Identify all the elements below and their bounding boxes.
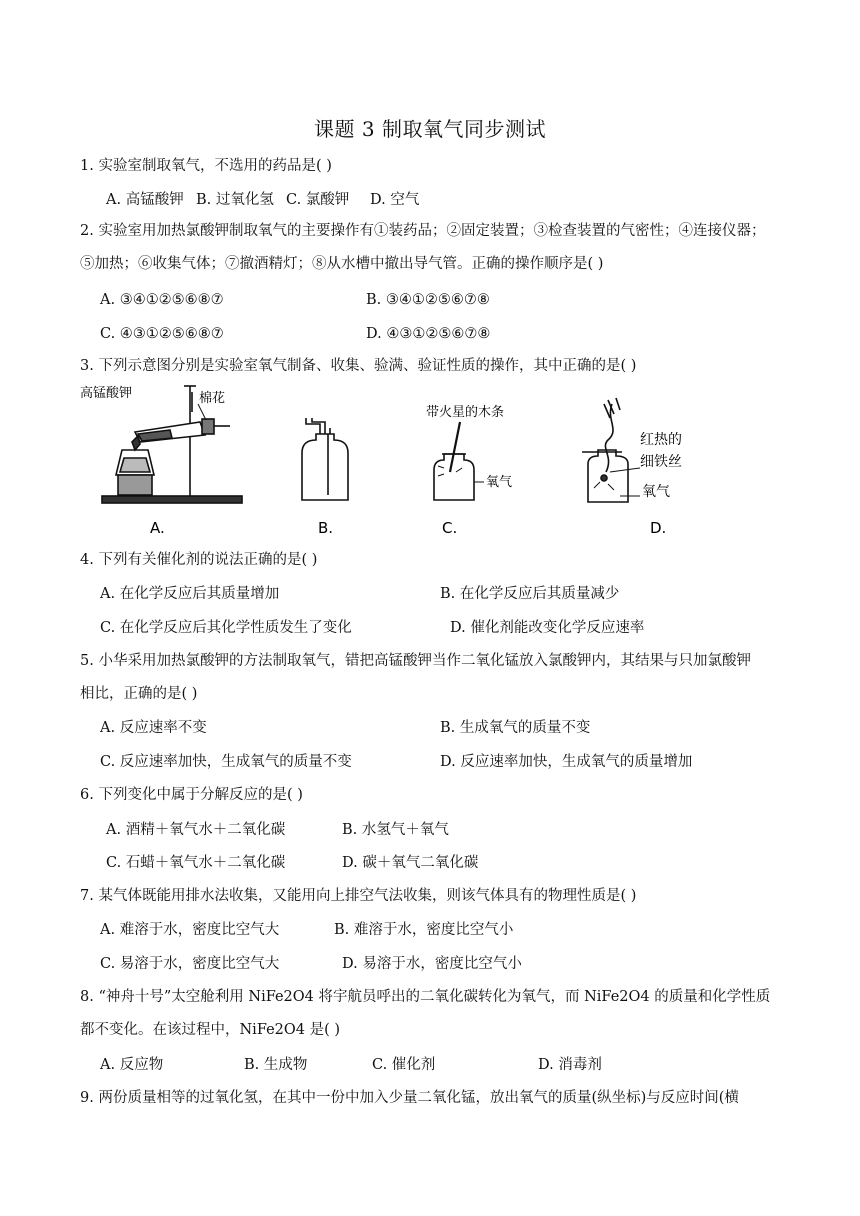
question-5-stem-line1: 5. 小华采用加热氯酸钾的方法制取氧气，错把高锰酸钾当作二氧化锰放入氯酸钾内，其结果与只加氯酸钾 bbox=[80, 653, 751, 669]
q6-option-b: B. 水氢气＋氧气 bbox=[342, 822, 449, 838]
q4-option-a: A. 在化学反应后其质量增加 bbox=[100, 586, 280, 602]
q8-option-a: A. 反应物 bbox=[100, 1057, 164, 1073]
q8-option-b: B. 生成物 bbox=[244, 1057, 308, 1073]
q1-option-b: B. 过氧化氢 bbox=[196, 192, 274, 208]
q3-caption-d: D. bbox=[650, 519, 667, 537]
question-3-stem: 3. 下列示意图分别是实验室氧气制备、收集、验满、验证性质的操作，其中正确的是( ) bbox=[80, 358, 637, 374]
q7-option-b: B. 难溶于水，密度比空气小 bbox=[334, 922, 514, 938]
q4-option-c: C. 在化学反应后其化学性质发生了变化 bbox=[100, 620, 352, 636]
question-8-stem-line2: 都不变化。在该过程中，NiFe2O4 是( ) bbox=[80, 1022, 341, 1038]
q6-option-d: D. 碳＋氧气二氧化碳 bbox=[342, 855, 479, 871]
q3-figure bbox=[80, 380, 700, 540]
q3-apparatus-illustration bbox=[80, 380, 700, 540]
apparatus-b bbox=[302, 418, 348, 500]
q1-option-c: C. 氯酸钾 bbox=[286, 192, 350, 208]
q5-option-b: B. 生成氧气的质量不变 bbox=[440, 720, 591, 736]
question-9-stem: 9. 两份质量相等的过氧化氢，在其中一份中加入少量二氧化锰，放出氧气的质量(纵坐标)与反应时间(横 bbox=[80, 1090, 739, 1106]
q3-caption-c: C. bbox=[442, 519, 458, 537]
q4-option-d: D. 催化剂能改变化学反应速率 bbox=[450, 620, 645, 636]
q5-option-c: C. 反应速率加快，生成氧气的质量不变 bbox=[100, 754, 352, 770]
q8-option-c: C. 催化剂 bbox=[372, 1057, 436, 1073]
q6-option-c: C. 石蜡＋氧气水＋二氧化碳 bbox=[106, 855, 286, 871]
q2-option-c: C. ④③①②⑤⑥⑧⑦ bbox=[100, 326, 224, 342]
q2-option-b: B. ③④①②⑤⑥⑦⑧ bbox=[366, 292, 490, 308]
q7-option-c: C. 易溶于水，密度比空气大 bbox=[100, 956, 280, 972]
q8-option-d: D. 消毒剂 bbox=[538, 1057, 602, 1073]
q3-label-red-hot: 红热的 bbox=[640, 432, 682, 448]
q3-label-glowing-splint: 带火星的木条 bbox=[426, 405, 505, 420]
q3-caption-a: A. bbox=[150, 519, 165, 537]
q7-option-d: D. 易溶于水，密度比空气小 bbox=[342, 956, 522, 972]
question-1-stem: 1. 实验室制取氧气，不选用的药品是( ) bbox=[80, 158, 332, 174]
q3-label-iron-wire: 细铁丝 bbox=[640, 454, 682, 470]
q5-option-d: D. 反应速率加快，生成氧气的质量增加 bbox=[440, 754, 693, 770]
q3-label-cotton: 棉花 bbox=[199, 391, 226, 406]
question-8-stem-line1: 8. “神舟十号”太空舱利用 NiFe2O4 将宇航员呼出的二氧化碳转化为氧气，而 NiFe2O4 的质量和化学性质 bbox=[80, 989, 771, 1005]
apparatus-c bbox=[434, 422, 484, 500]
q3-label-potassium-permanganate: 高锰酸钾 bbox=[80, 386, 133, 401]
question-2-stem-line1: 2. 实验室用加热氯酸钾制取氧气的主要操作有①装药品；②固定装置；③检查装置的气密性；④连接仪器； bbox=[80, 223, 766, 239]
q1-option-d: D. 空气 bbox=[370, 192, 420, 208]
q3-label-oxygen-c: 氧气 bbox=[486, 475, 513, 490]
question-4-stem: 4. 下列有关催化剂的说法正确的是( ) bbox=[80, 552, 318, 568]
q3-caption-b: B. bbox=[318, 519, 334, 537]
question-5-stem-line2: 相比，正确的是( ) bbox=[80, 686, 198, 702]
q1-option-a: A. 高锰酸钾 bbox=[106, 192, 184, 208]
q2-option-d: D. ④③①②⑤⑥⑦⑧ bbox=[366, 326, 491, 342]
question-2-stem-line2: ⑤加热；⑥收集气体；⑦撤酒精灯；⑧从水槽中撤出导气管。正确的操作顺序是( ) bbox=[80, 256, 604, 272]
page-title: 课题 3 制取氧气同步测试 bbox=[314, 117, 546, 141]
q5-option-a: A. 反应速率不变 bbox=[100, 720, 207, 736]
apparatus-d bbox=[582, 398, 640, 502]
question-7-stem: 7. 某气体既能用排水法收集，又能用向上排空气法收集，则该气体具有的物理性质是( ) bbox=[80, 888, 637, 904]
q6-option-a: A. 酒精＋氧气水＋二氧化碳 bbox=[106, 822, 286, 838]
q3-label-oxygen-d: 氧气 bbox=[642, 484, 670, 500]
q2-option-a: A. ③④①②⑤⑥⑧⑦ bbox=[100, 292, 224, 308]
q7-option-a: A. 难溶于水，密度比空气大 bbox=[100, 922, 280, 938]
question-6-stem: 6. 下列变化中属于分解反应的是( ) bbox=[80, 787, 303, 803]
q4-option-b: B. 在化学反应后其质量减少 bbox=[440, 586, 620, 602]
